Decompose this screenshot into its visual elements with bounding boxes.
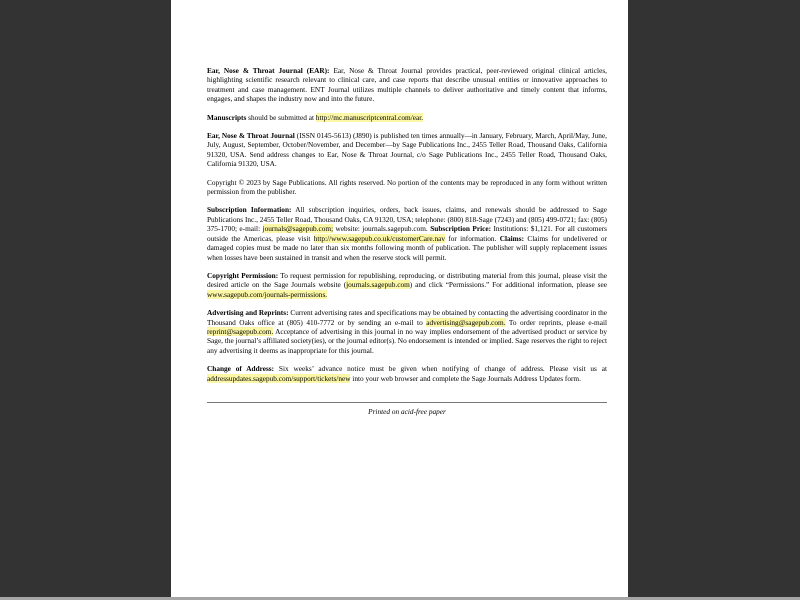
bold-lead-in: Subscription Information:	[207, 205, 292, 215]
masthead-paragraph: Ear, Nose & Throat Journal (ISSN 0145-5613) (J890) is published ten times annually—in January, February, March, April/May, June, July, August, September, October/November, and December—by Sage Publications Inc., 2455 Teller Road, Thousand Oaks, California 91320, USA. Send address changes to Ear, Nose & Throat Journal, c/o Sage Publications Inc., 2455 Teller Road, Thousand Oaks, California 91320, USA.	[207, 131, 607, 169]
masthead-paragraph: Change of Address: Six weeks’ advance notice must be given when notifying of change of address. Please visit us at addressupdates.sagepub.com/support/tickets/new into your web browser and complete the Sage Journals Address Updates form.	[207, 364, 607, 383]
masthead-paragraph: Ear, Nose & Throat Journal (EAR): Ear, Nose & Throat Journal provides practical, peer-reviewed original clinical articles, highlighting scientific research relevant to clinical care, and case reports that describe unusual entities or innovative approaches to treatment and case management. ENT Journal utilizes multiple channels to deliver authoritative and timely content that informs, engages, and shapes the industry now and into the future.	[207, 66, 607, 104]
masthead-paragraph: Copyright © 2023 by Sage Publications. All rights reserved. No portion of the contents may be reproduced in any form without written permission from the publisher.	[207, 177, 607, 197]
highlighted-link[interactable]: http://www.sagepub.co.uk/customerCare.nav	[313, 233, 445, 243]
bold-lead-in: Subscription Price:	[430, 224, 492, 234]
highlighted-link[interactable]: addressupdates.sagepub.com/support/tickets/new	[207, 373, 351, 383]
masthead-text-column	[207, 66, 607, 416]
bold-lead-in: Change of Address:	[207, 364, 275, 374]
masthead-paragraphs	[207, 66, 607, 383]
masthead-paragraph: Subscription Information: All subscription inquiries, orders, back issues, claims, and renewals should be addressed to Sage Publications Inc., 2455 Teller Road, Thousand Oaks, CA 91320, USA; telephone: (800) 818-Sage (7243) and (805) 499-0721; fax: (805) 375-1700; e-mail: journals@sagepub.com; website: journals.sagepub.com. Subscription Price: Institutions: $1,121. For all customers outside the Americas, please visit http://www.sagepub.co.uk/customerCare.nav for information. Claims: Claims for undelivered or damaged copies must be made no later than six months following month of publication. The publisher will supply replacement issues when losses have been sustained in transit and when the reserve stock will permit.	[207, 205, 607, 262]
highlighted-link[interactable]: journals@sagepub.com;	[262, 224, 334, 234]
highlighted-link[interactable]: journals.sagepub.com	[346, 280, 410, 290]
bold-lead-in: Claims:	[499, 233, 525, 243]
masthead-paragraph: Advertising and Reprints: Current advertising rates and specifications may be obtained by contacting the advertising coordinator in the Thousand Oaks office at (805) 410-7772 or by sending an e-mail to advertising@sagepub.com. To order reprints, please e-mail reprint@sagepub.com. Acceptance of advertising in this journal in no way implies endorsement of the advertised product or service by Sage, the journal’s affiliated society(ies), or the journal editor(s). No endorsement is intended or implied. Sage reserves the right to reject any advertising it deems as inappropriate for this journal.	[207, 308, 607, 355]
masthead-paragraph: Copyright Permission: To request permission for republishing, reproducing, or distributing material from this journal, please visit the desired article on the Sage Journals website (journals.sagepub.com) and click “Permissions.” For additional information, please see www.sagepub.com/journals-permissions.	[207, 270, 607, 299]
bold-lead-in: Ear, Nose & Throat Journal	[207, 131, 295, 141]
bold-lead-in: Ear, Nose & Throat Journal (EAR):	[207, 66, 334, 75]
highlighted-link[interactable]: reprint@sagepub.com.	[207, 326, 274, 336]
printed-note: Printed on acid-free paper	[368, 406, 446, 416]
highlighted-link[interactable]: http://mc.manuscriptcentral.com/ear.	[315, 112, 424, 122]
masthead-paragraph: Manuscripts should be submitted at http://mc.manuscriptcentral.com/ear.	[207, 112, 424, 122]
bold-lead-in: Manuscripts	[207, 112, 247, 122]
bold-lead-in: Advertising and Reprints:	[207, 308, 289, 318]
highlighted-link[interactable]: www.sagepub.com/journals-permissions.	[207, 289, 328, 299]
footer-rule	[207, 402, 607, 403]
bold-lead-in: Copyright Permission:	[207, 270, 279, 280]
document-page	[171, 0, 628, 600]
highlighted-link[interactable]: advertising@sagepub.com.	[426, 317, 506, 327]
